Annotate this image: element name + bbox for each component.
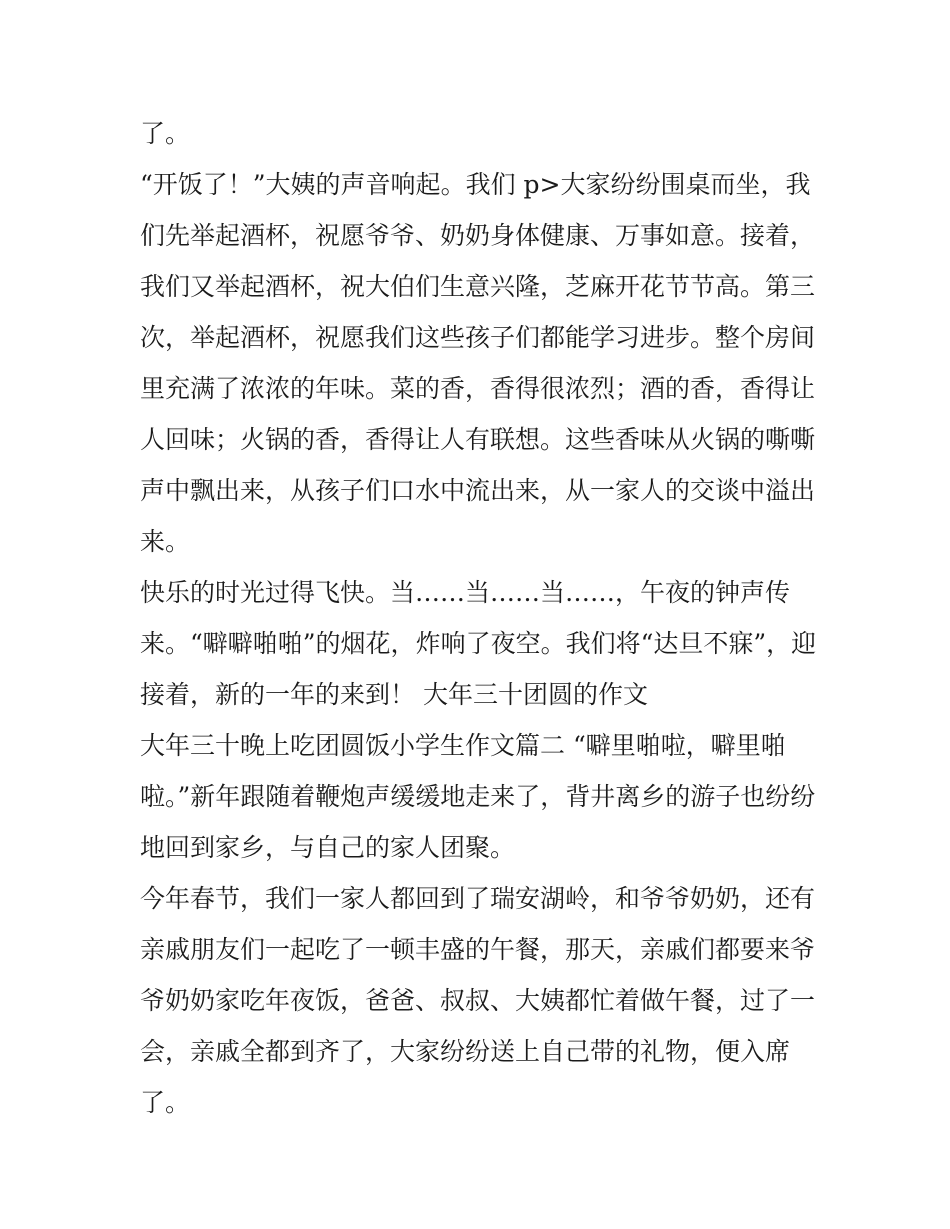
paragraph-4: 大年三十晚上吃团圆饭小学生作文篇二 “噼里啪啦，噼里啪啦。”新年跟随着鞭炮声缓缓地走来了，背井离乡的游子也纷纷地回到家乡，与自己的家人团聚。 xyxy=(140,731,816,862)
paragraph-5: 今年春节，我们一家人都回到了瑞安湖岭，和爷爷奶奶，还有亲戚朋友们一起吃了一顿丰盛的午餐，那天，亲戚们都要来爷爷奶奶家吃年夜饭，爸爸、叔叔、大姨都忙着做午餐，过了一会，亲戚全都到齐了，大家纷纷送上自己带的礼物，便入席了。 xyxy=(140,884,816,1117)
article-body xyxy=(140,108,820,1128)
paragraph-3: 快乐的时光过得飞快。当……当……当……，午夜的钟声传来。“噼噼啪啪”的烟花，炸响了夜空。我们将“达旦不寐”，迎接着，新的一年的来到！ 大年三十团圆的作文 xyxy=(140,578,817,709)
paragraph-2: “开饭了！”大姨的声音响起。我们 p>大家纷纷围桌而坐，我们先举起酒杯，祝愿爷爷、奶奶身体健康、万事如意。接着，我们又举起酒杯，祝大伯们生意兴隆，芝麻开花节节高。第三次，举起酒杯，祝愿我们这些孩子们都能学习进步。整个房间里充满了浓浓的年味。菜的香，香得很浓烈；酒的香，香得让人回味；火锅的香，香得让人有联想。这些香味从火锅的嘶嘶声中飘出来，从孩子们口水中流出来，从一家人的交谈中溢出来。 xyxy=(140,170,816,556)
paragraph-1: 了。 xyxy=(140,119,191,148)
